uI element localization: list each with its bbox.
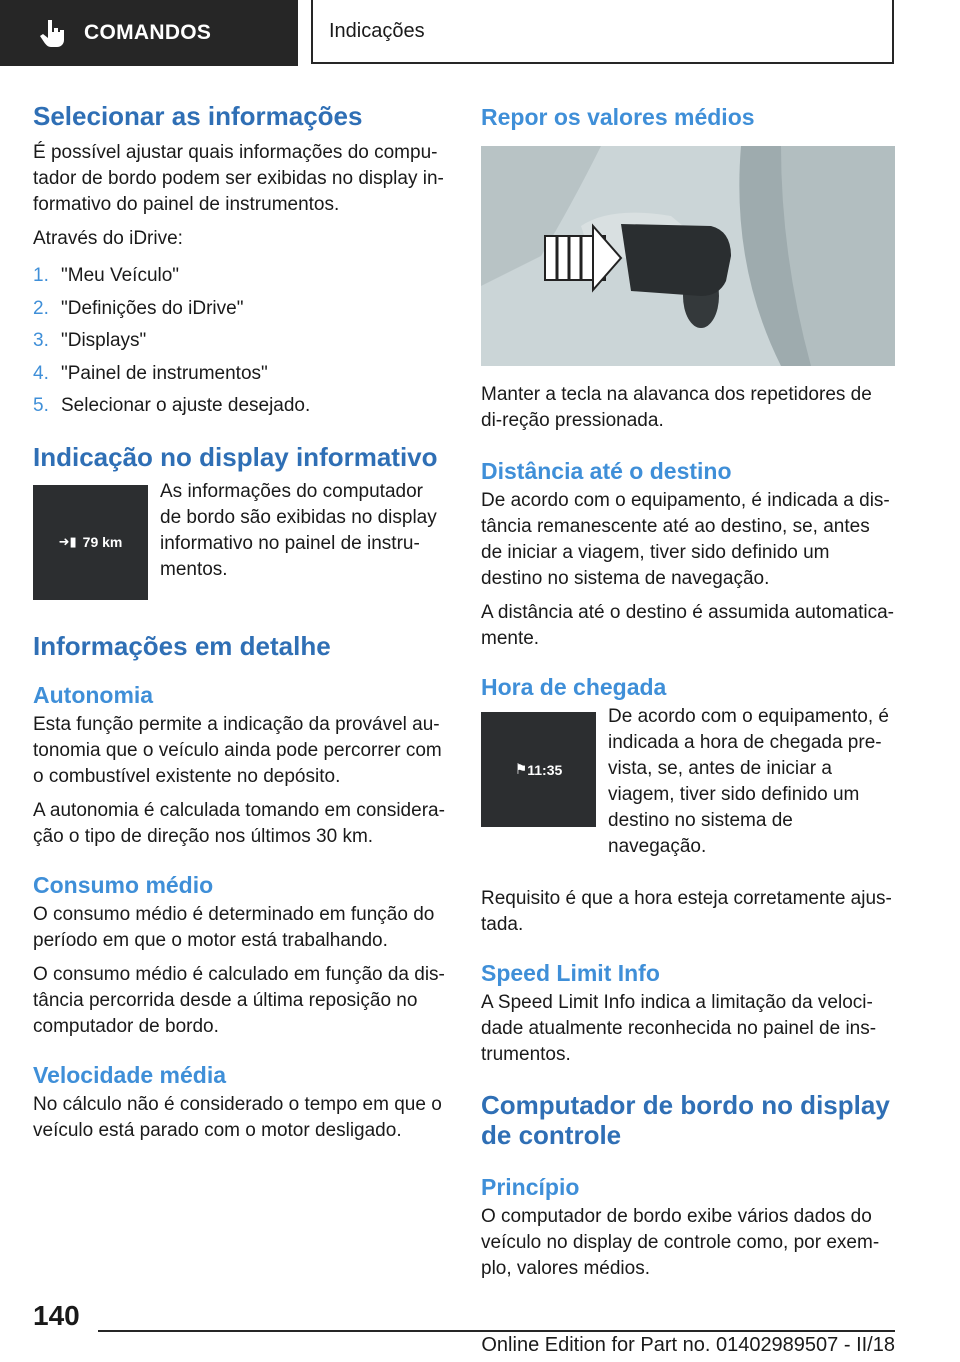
paragraph-consumption-1: O consumo médio é determinado em função do período em que o motor está trabalhando. <box>33 903 435 951</box>
lever-illustration <box>481 146 895 366</box>
paragraph-avg-speed: No cálculo não é considerado o tempo em que o veículo está parado com o motor desligado. <box>33 1093 442 1141</box>
paragraph-distance-1: De acordo com o equipamento, é indicada a dis-tância remanescente até ao destino, se, antes de iniciar a viagem, tiver sido definido um destino no sistema de navegação. <box>481 490 890 589</box>
page-number: 140 <box>33 1300 80 1331</box>
heading-reset: Repor os valores médios <box>481 104 755 130</box>
section-tab-label: COMANDOS <box>84 21 212 44</box>
heading-consumption: Consumo médio <box>33 871 214 898</box>
range-display-image <box>33 485 148 600</box>
list-item <box>33 325 446 358</box>
step-number: 3. <box>33 330 49 351</box>
paragraph-select-info: É possível ajustar quais informações do compu-tador de bordo podem ser exibidas no display in-formativo do painel de instrumentos. <box>33 142 444 215</box>
topic-tab-label: Indicações <box>329 19 425 42</box>
turn-signal-lever-image <box>481 146 895 366</box>
list-item <box>33 260 446 293</box>
heading-control-display: Computador de bordo no display de controle <box>481 1090 890 1150</box>
paragraph-distance-2: A distância até o destino é assumida automatica-mente. <box>481 602 894 649</box>
range-display-value: 79 km <box>82 534 123 550</box>
step-text: "Painel de instrumentos" <box>61 362 268 384</box>
left-column <box>33 100 446 1152</box>
paragraph-reset: Manter a tecla na alavanca dos repetidores de di-reção pressionada. <box>481 384 872 431</box>
step-number: 2. <box>33 297 49 319</box>
hand-pointer-icon <box>40 18 66 48</box>
heading-range: Autonomia <box>33 681 154 708</box>
heading-avg-speed: Velocidade média <box>33 1061 227 1088</box>
step-number: 1. <box>33 265 49 286</box>
paragraph-arrival-2: Requisito é que a hora esteja corretamente ajus-tada. <box>481 888 892 935</box>
heading-display: Indicação no display informativo <box>33 441 438 472</box>
footer-divider <box>98 1330 895 1332</box>
display-block <box>33 481 446 600</box>
heading-arrival: Hora de chegada <box>481 674 667 700</box>
list-item <box>33 390 446 423</box>
paragraph-range-2: A autonomia é calculada tomando em considera-ção o tipo de direção nos últimos 30 km. <box>33 799 445 847</box>
heading-speed-limit: Speed Limit Info <box>481 960 660 986</box>
paragraph-principle: O computador de bordo exibe vários dados do veículo no display de controle como, por exem-plo, valores médios. <box>481 1206 880 1279</box>
arrival-display-value: 11:35 <box>527 761 563 778</box>
arrival-display-image <box>481 712 596 827</box>
paragraph-display: As informações do computador de bordo são exibidas no display informativo no painel de instru-mentos. <box>160 480 437 580</box>
list-item <box>33 358 446 391</box>
right-column <box>481 100 895 1290</box>
step-text: Selecionar o ajuste desejado. <box>61 395 311 416</box>
footer-edition: Online Edition for Part no. 01402989507 - II/18 <box>481 1334 895 1356</box>
heading-details: Informações em detalhe <box>33 630 331 661</box>
steps-list <box>33 260 446 423</box>
heading-distance: Distância até o destino <box>481 458 732 484</box>
heading-select-info: Selecionar as informações <box>33 101 363 131</box>
list-item <box>33 293 446 326</box>
paragraph-arrival: De acordo com o equipamento, é indicada a hora de chegada pre-vista, se, antes de iniciar a viagem, tiver sido definido um destino no sistema de navegação. <box>608 706 889 857</box>
arrival-block <box>481 708 895 868</box>
section-tab <box>0 0 298 66</box>
destination-flag-icon: ⚑ <box>514 761 528 777</box>
step-text: "Displays" <box>61 330 147 351</box>
paragraph-range-1: Esta função permite a indicação da provável au-tonomia que o veículo ainda pode percorrer com o combustível existente no depósito. <box>33 713 442 787</box>
heading-principle: Princípio <box>481 1174 580 1200</box>
paragraph-consumption-2: O consumo médio é calculado em função da dis-tância percorrida desde a última reposição no computador de bordo. <box>33 963 445 1037</box>
step-number: 4. <box>33 362 49 384</box>
step-number: 5. <box>33 395 49 416</box>
paragraph-via-idrive: Através do iDrive: <box>33 228 183 249</box>
fuel-range-icon: ➜▮ <box>58 534 77 549</box>
paragraph-speed-limit: A Speed Limit Info indica a limitação da veloci-dade atualmente reconhecida no painel de ins-trumentos. <box>481 992 877 1065</box>
step-text: "Meu Veículo" <box>61 265 180 286</box>
step-text: "Definições do iDrive" <box>61 297 244 319</box>
topic-tab <box>311 0 894 64</box>
